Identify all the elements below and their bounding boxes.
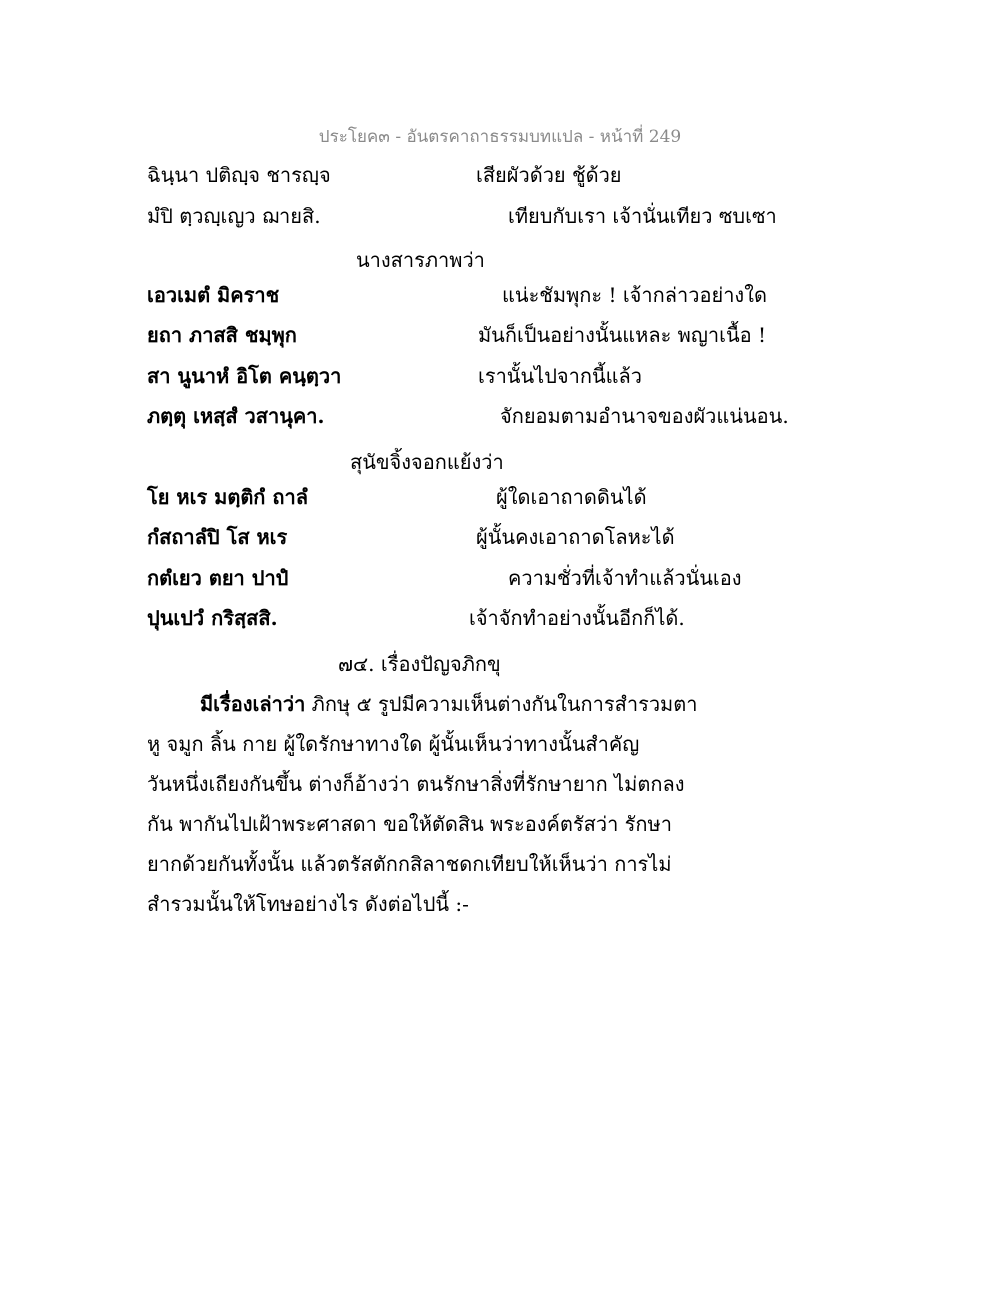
story-line-5: ยากด้วยกันทั้งนั้น แล้วตรัสตักกสิลาชดกเทียบให้เห็นว่า การไม่ <box>147 852 672 876</box>
verse1-thai-1: เสียผัวด้วย ชู้ด้วย <box>476 163 622 187</box>
verse2-pali-1: เอวเมตํ มิคราช <box>147 283 280 307</box>
verse2-thai-3: เรานั้นไปจากนี้แล้ว <box>478 364 643 388</box>
verse2-thai-2: มันก็เป็นอย่างนั้นแหละ พญาเนื้อ ! <box>478 323 767 347</box>
story-line-6: สำรวมนั้นให้โทษอย่างไร ดังต่อไปนี้ :- <box>147 892 469 916</box>
page-header: ประโยค๓ - อันตรคาถาธรรมบทแปล - หน้าที่ 249 <box>318 127 682 147</box>
story-line-1 <box>200 688 730 720</box>
verse3-pali-3: กตํเยว ตยา ปาปํ <box>147 566 289 590</box>
verse3-thai-4: เจ้าจักทำอย่างนั้นอีกก็ได้. <box>469 606 685 630</box>
verse1-pali-1: ฉินฺนา ปติญฺจ ชารญฺจ <box>147 163 331 187</box>
story-line-4: กัน พากันไปเฝ้าพระศาสดา ขอให้ตัดสิน พระองค์ตรัสว่า รักษา <box>147 812 672 836</box>
verse3-thai-2: ผู้นั้นคงเอาถาดโลหะได้ <box>476 525 675 549</box>
verse3-pali-2: กํสถาลํปิ โส หเร <box>147 525 288 549</box>
speaker-intro-1: นางสารภาพว่า <box>356 248 485 272</box>
verse2-pali-3: สา นูนาหํ อิโต คนฺตฺวา <box>147 364 342 388</box>
verse1-thai-2: เทียบกับเรา เจ้านั่นเทียว ซบเซา <box>508 204 777 228</box>
story-line-1-text: ภิกษุ ๕ รูปมีความเห็นต่างกันในการสำรวมตา <box>305 692 698 716</box>
story-line-2: หู จมูก ลิ้น กาย ผู้ใดรักษาทางใด ผู้นั้นเห็นว่าทางนั้นสำคัญ <box>147 732 640 756</box>
verse1-pali-2: มํปิ ตฺวญฺเญว ฌายสิ. <box>147 204 321 228</box>
story-line-3: วันหนึ่งเถียงกันขึ้น ต่างก็อ้างว่า ตนรักษาสิ่งที่รักษายาก ไม่ตกลง <box>147 772 685 796</box>
verse2-thai-1: แน่ะชัมพุกะ ! เจ้ากล่าวอย่างใด <box>502 283 767 307</box>
story-title: ๗๔. เรื่องปัญจภิกขุ <box>338 652 501 676</box>
story-lead: มีเรื่องเล่าว่า <box>200 692 306 716</box>
speaker-intro-2: สุนัขจิ้งจอกแย้งว่า <box>350 450 504 474</box>
verse2-thai-4: จักยอมตามอำนาจของผัวแน่นอน. <box>500 404 789 428</box>
verse3-thai-3: ความชั่วที่เจ้าทำแล้วนั่นเอง <box>508 566 742 590</box>
verse3-thai-1: ผู้ใดเอาถาดดินได้ <box>496 485 647 509</box>
verse3-pali-4: ปุนเปวํ กริสฺสสิ. <box>147 606 278 630</box>
verse2-pali-2: ยถา ภาสสิ ชมฺพุก <box>147 323 297 347</box>
verse3-pali-1: โย หเร มตฺติกํ ถาลํ <box>147 485 308 509</box>
verse2-pali-4: ภตฺตุ เหสฺสํ วสานุคา. <box>147 404 325 428</box>
